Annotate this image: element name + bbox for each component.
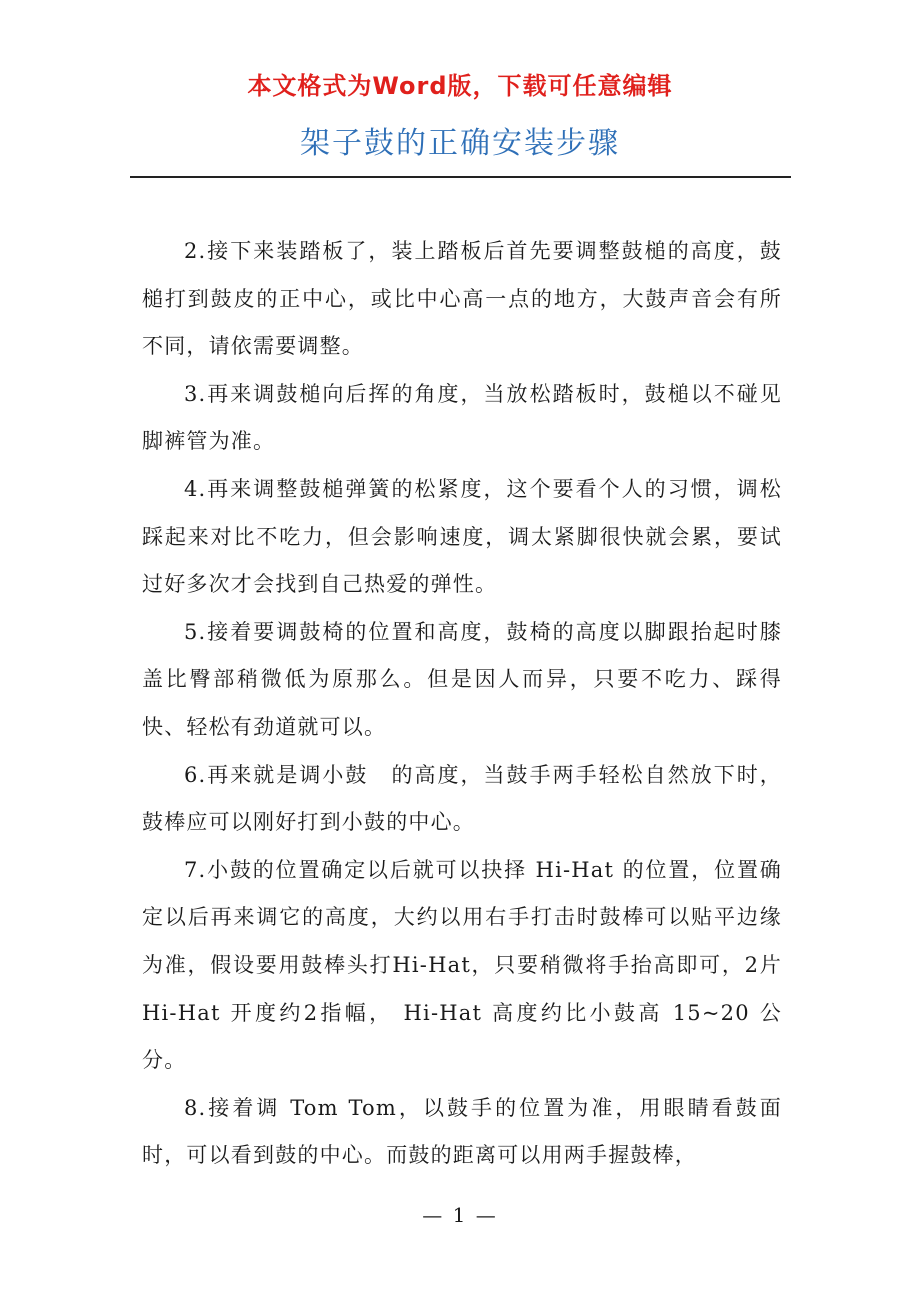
format-notice-banner: 本文格式为Word版，下载可任意编辑 [247,72,673,100]
document-title: 架子鼓的正确安装步骤 [300,126,620,161]
header-divider [130,176,791,178]
paragraph-step-4: 4.再来调整鼓槌弹簧的松紧度，这个要看个人的习惯，调松踩起来对比不吃力，但会影响速度，调太紧脚很快就会累，要试过好多次才会找到自己热爱的弹性。 [142,476,782,597]
paragraph-step-5: 5.接着要调鼓椅的位置和高度，鼓椅的高度以脚跟抬起时膝盖比臀部稍微低为原那么。但是因人而异，只要不吃力、踩得快、轻松有劲道就可以。 [142,619,782,739]
paragraph-step-8: 8.接着调 Tom Tom，以鼓手的位置为准，用眼睛看鼓面时，可以看到鼓的中心。而鼓的距离可以用两手握鼓棒， [142,1095,782,1168]
paragraph-step-3: 3.再来调鼓槌向后挥的角度，当放松踏板时，鼓槌以不碰见脚裤管为准。 [142,381,782,454]
paragraph-step-6: 6.再来就是调小鼓 的高度，当鼓手两手轻松自然放下时，鼓棒应可以刚好打到小鼓的中心。 [142,762,782,835]
document-body [142,228,782,1180]
paragraph-step-2: 2.接下来装踏板了，装上踏板后首先要调整鼓槌的高度，鼓槌打到鼓皮的正中心，或比中心高一点的地方，大鼓声音会有所不同，请依需要调整。 [142,239,782,359]
paragraph-step-7: 7.小鼓的位置确定以后就可以抉择 Hi-Hat 的位置，位置确定以后再来调它的高度，大约以用右手打击时鼓棒可以贴平边缘为准，假设要用鼓棒头打Hi-Hat，只要稍微将手抬高即可，2片Hi-Hat 开度约2指幅， Hi-Hat 高度约比小鼓高 15~20 公分。 [142,857,782,1073]
page-number: — 1 — [422,1203,498,1227]
